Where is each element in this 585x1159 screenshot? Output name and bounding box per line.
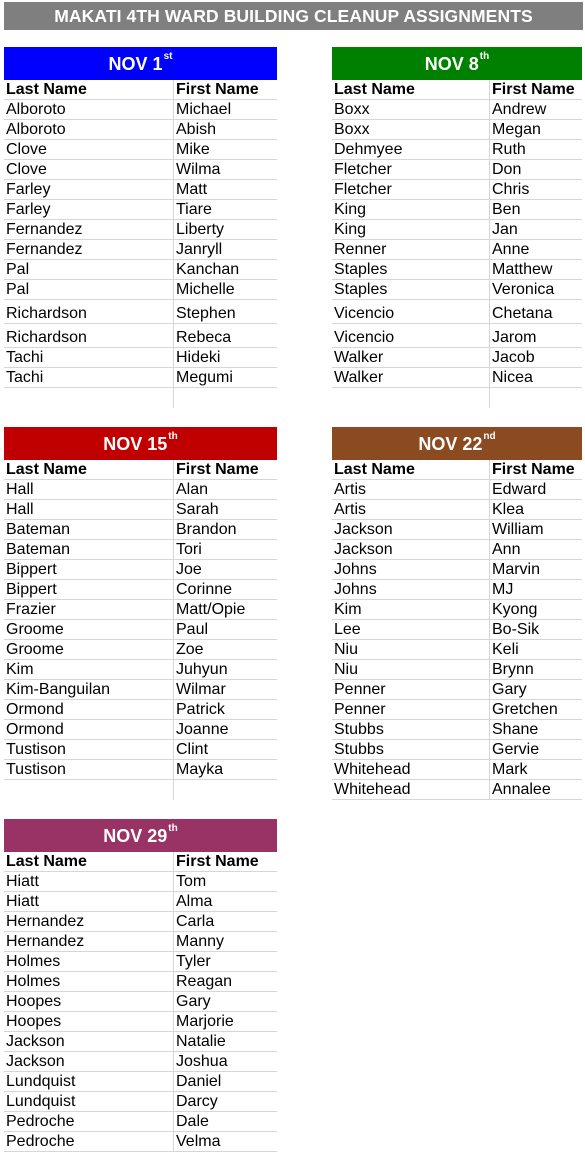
last-name-cell: Walker (334, 349, 384, 366)
table-row (332, 368, 582, 388)
last-name-cell: Hiatt (6, 873, 39, 890)
table-row (4, 1112, 277, 1132)
first-name-cell: Klea (489, 500, 582, 519)
last-name-cell: Fletcher (334, 181, 392, 198)
last-name-cell: Hiatt (6, 893, 39, 910)
first-name-cell: Nicea (489, 368, 582, 387)
table-row (332, 680, 582, 700)
table-row (4, 368, 277, 388)
date-label: NOV 8 (424, 54, 479, 74)
table-row (4, 280, 277, 300)
last-name-cell: Lundquist (6, 1093, 76, 1110)
last-name-cell: Jackson (6, 1053, 65, 1070)
first-name-cell: Hideki (173, 348, 277, 367)
last-name-cell: Lundquist (6, 1073, 76, 1090)
first-name-cell: Shane (489, 720, 582, 739)
date-header (4, 819, 277, 852)
last-name-cell: Walker (334, 369, 384, 386)
first-name-cell: Natalie (173, 1032, 277, 1051)
table-row (4, 1072, 277, 1092)
table-row (4, 1032, 277, 1052)
last-name-header: Last Name (6, 461, 87, 478)
first-name-cell: Paul (173, 620, 277, 639)
date-label: NOV 1 (108, 54, 163, 74)
schedule-block-nov8 (332, 47, 582, 408)
table-row (4, 560, 277, 580)
table-row (4, 1052, 277, 1072)
first-name-cell: Manny (173, 932, 277, 951)
date-suffix: st (163, 51, 173, 62)
table-row (332, 260, 582, 280)
table-row (4, 872, 277, 892)
first-name-cell: Mark (489, 760, 582, 779)
last-name-header: Last Name (334, 81, 415, 98)
date-label: NOV 29 (103, 826, 168, 846)
first-name-cell (173, 780, 277, 800)
first-name-cell: Clint (173, 740, 277, 759)
last-name-header: Last Name (334, 461, 415, 478)
table-row (4, 720, 277, 740)
first-name-cell: Matthew (489, 260, 582, 279)
last-name-cell: Staples (334, 281, 388, 298)
last-name-cell: Alboroto (6, 121, 66, 138)
last-name-cell: Lee (334, 621, 361, 638)
last-name-cell: Boxx (334, 101, 370, 118)
table-row (4, 600, 277, 620)
last-name-cell: Hall (6, 501, 34, 518)
table-row (4, 740, 277, 760)
date-header (332, 47, 582, 80)
table-row (332, 620, 582, 640)
first-name-cell: Marvin (489, 560, 582, 579)
table-row (332, 660, 582, 680)
first-name-cell: Mayka (173, 760, 277, 779)
first-name-cell: Wilmar (173, 680, 277, 699)
last-name-cell (4, 388, 173, 408)
last-name-cell: Clove (6, 161, 47, 178)
table-row (4, 120, 277, 140)
first-name-cell (173, 388, 277, 408)
last-name-cell: Jackson (334, 541, 393, 558)
first-name-cell: Patrick (173, 700, 277, 719)
table-row (332, 324, 582, 348)
table-row (4, 540, 277, 560)
last-name-cell: Richardson (6, 329, 87, 346)
table-row (332, 160, 582, 180)
table-row (4, 972, 277, 992)
first-name-cell: Joanne (173, 720, 277, 739)
first-name-cell: Chetana (489, 300, 582, 323)
first-name-cell: Daniel (173, 1072, 277, 1091)
last-name-cell: Pal (6, 261, 30, 278)
last-name-cell: Bateman (6, 541, 71, 558)
date-label: NOV 15 (103, 434, 168, 454)
last-name-cell: Artis (334, 481, 366, 498)
date-suffix: nd (483, 431, 496, 442)
first-name-cell: Joshua (173, 1052, 277, 1071)
first-name-cell: Carla (173, 912, 277, 931)
last-name-cell: Kim (6, 661, 34, 678)
table-row (4, 388, 277, 408)
table-row (4, 680, 277, 700)
first-name-cell: Bo-Sik (489, 620, 582, 639)
last-name-cell (4, 780, 173, 800)
table-row (4, 640, 277, 660)
first-name-cell: Don (489, 160, 582, 179)
last-name-cell: Vicencio (334, 329, 395, 346)
table-row (332, 580, 582, 600)
last-name-cell: Whitehead (334, 781, 411, 798)
first-name-cell: William (489, 520, 582, 539)
table-row (4, 892, 277, 912)
first-name-cell: Corinne (173, 580, 277, 599)
first-name-cell: Velma (173, 1132, 277, 1151)
first-name-cell: Ann (489, 540, 582, 559)
date-suffix: th (479, 51, 490, 62)
last-name-cell: Bippert (6, 561, 57, 578)
table-row (4, 200, 277, 220)
table-row (4, 1132, 277, 1152)
last-name-cell: Jackson (334, 521, 393, 538)
first-name-header: First Name (489, 80, 582, 99)
first-name-cell: Abish (173, 120, 277, 139)
schedule-block-nov22 (332, 427, 582, 800)
page-title: MAKATI 4TH WARD BUILDING CLEANUP ASSIGNMENTS (4, 2, 583, 30)
first-name-cell: Tyler (173, 952, 277, 971)
last-name-cell: Frazier (6, 601, 56, 618)
last-name-cell: Bippert (6, 581, 57, 598)
first-name-cell: Annalee (489, 780, 582, 799)
last-name-cell: Richardson (6, 305, 87, 322)
table-row (4, 240, 277, 260)
first-name-cell: Dale (173, 1112, 277, 1131)
last-name-cell: Pedroche (6, 1133, 75, 1150)
first-name-cell: Matt (173, 180, 277, 199)
table-row (4, 180, 277, 200)
table-row (332, 500, 582, 520)
last-name-cell: Holmes (6, 973, 61, 990)
first-name-cell: Marjorie (173, 1012, 277, 1031)
first-name-cell: Tiare (173, 200, 277, 219)
first-name-cell: Liberty (173, 220, 277, 239)
last-name-cell: Tustison (6, 741, 66, 758)
table-row (4, 140, 277, 160)
first-name-cell: Brandon (173, 520, 277, 539)
last-name-cell: Ormond (6, 701, 64, 718)
last-name-cell: Whitehead (334, 761, 411, 778)
last-name-cell (332, 388, 489, 408)
first-name-cell: Megumi (173, 368, 277, 387)
first-name-cell (489, 388, 582, 408)
last-name-cell: Ormond (6, 721, 64, 738)
first-name-cell: Joe (173, 560, 277, 579)
table-row (332, 720, 582, 740)
first-name-cell: Alma (173, 892, 277, 911)
table-row (332, 388, 582, 408)
table-row (4, 300, 277, 324)
first-name-cell: Ruth (489, 140, 582, 159)
last-name-cell: Stubbs (334, 721, 384, 738)
first-name-cell: Gary (489, 680, 582, 699)
last-name-cell: Tachi (6, 369, 44, 386)
last-name-cell: Farley (6, 181, 51, 198)
last-name-cell: King (334, 221, 367, 238)
table-row (4, 992, 277, 1012)
last-name-cell: Hoopes (6, 1013, 62, 1030)
table-row (332, 780, 582, 800)
first-name-cell: Jarom (489, 324, 582, 347)
last-name-cell: Johns (334, 561, 377, 578)
last-name-cell: Jackson (6, 1033, 65, 1050)
table-row (332, 120, 582, 140)
table-row (332, 100, 582, 120)
last-name-cell: Penner (334, 681, 386, 698)
table-row (4, 620, 277, 640)
last-name-cell: Stubbs (334, 741, 384, 758)
last-name-cell: Staples (334, 261, 388, 278)
first-name-cell: Matt/Opie (173, 600, 277, 619)
first-name-cell: Megan (489, 120, 582, 139)
date-header (4, 427, 277, 460)
table-row (4, 100, 277, 120)
table-row (332, 220, 582, 240)
date-suffix: th (168, 431, 178, 442)
first-name-cell: Jacob (489, 348, 582, 367)
table-row (4, 220, 277, 240)
date-header (4, 47, 277, 80)
first-name-cell: Edward (489, 480, 582, 499)
last-name-cell: Pal (6, 281, 30, 298)
first-name-cell: Gary (173, 992, 277, 1011)
last-name-header: Last Name (6, 853, 87, 870)
column-header-row (4, 852, 277, 872)
first-name-cell: Reagan (173, 972, 277, 991)
table-row (332, 640, 582, 660)
first-name-cell: Kanchan (173, 260, 277, 279)
table-row (4, 780, 277, 800)
table-row (4, 700, 277, 720)
first-name-cell: Janryll (173, 240, 277, 259)
first-name-cell: Stephen (173, 300, 277, 323)
last-name-cell: Holmes (6, 953, 61, 970)
first-name-cell: Wilma (173, 160, 277, 179)
first-name-cell: Andrew (489, 100, 582, 119)
first-name-cell: Darcy (173, 1092, 277, 1111)
first-name-cell: Michael (173, 100, 277, 119)
last-name-cell: Fletcher (334, 161, 392, 178)
last-name-cell: Tustison (6, 761, 66, 778)
first-name-cell: Tori (173, 540, 277, 559)
table-row (332, 760, 582, 780)
first-name-cell: Sarah (173, 500, 277, 519)
last-name-cell: Groome (6, 621, 64, 638)
last-name-cell: Penner (334, 701, 386, 718)
last-name-cell: Niu (334, 661, 359, 678)
first-name-cell: Gervie (489, 740, 582, 759)
first-name-cell: Chris (489, 180, 582, 199)
table-row (332, 600, 582, 620)
first-name-cell: Keli (489, 640, 582, 659)
last-name-cell: Pedroche (6, 1113, 75, 1130)
table-row (332, 480, 582, 500)
last-name-cell: Johns (334, 581, 377, 598)
table-row (4, 480, 277, 500)
table-row (332, 520, 582, 540)
last-name-cell: Hall (6, 481, 34, 498)
first-name-header: First Name (173, 460, 277, 479)
table-row (4, 1012, 277, 1032)
date-header (332, 427, 582, 460)
first-name-cell: Michelle (173, 280, 277, 299)
date-suffix: th (168, 823, 178, 834)
last-name-cell: Hernandez (6, 933, 85, 950)
first-name-cell: Tom (173, 872, 277, 891)
table-row (332, 740, 582, 760)
first-name-cell: Alan (173, 480, 277, 499)
table-row (332, 180, 582, 200)
table-row (4, 500, 277, 520)
last-name-cell: Niu (334, 641, 359, 658)
last-name-cell: Vicencio (334, 305, 395, 322)
table-row (4, 932, 277, 952)
last-name-cell: Groome (6, 641, 64, 658)
last-name-cell: Bateman (6, 521, 71, 538)
first-name-cell: Brynn (489, 660, 582, 679)
first-name-header: First Name (173, 80, 277, 99)
last-name-cell: King (334, 201, 367, 218)
first-name-cell: Veronica (489, 280, 582, 299)
column-header-row (332, 460, 582, 480)
last-name-cell: Farley (6, 201, 51, 218)
table-row (332, 140, 582, 160)
first-name-cell: Anne (489, 240, 582, 259)
table-row (332, 348, 582, 368)
date-label: NOV 22 (418, 434, 483, 454)
table-row (332, 280, 582, 300)
first-name-header: First Name (489, 460, 582, 479)
first-name-cell: MJ (489, 580, 582, 599)
table-row (332, 540, 582, 560)
schedule-block-nov29 (4, 819, 277, 1152)
first-name-cell: Gretchen (489, 700, 582, 719)
table-row (4, 952, 277, 972)
table-row (332, 700, 582, 720)
first-name-cell: Zoe (173, 640, 277, 659)
table-row (4, 660, 277, 680)
table-row (4, 348, 277, 368)
table-row (4, 520, 277, 540)
last-name-cell: Tachi (6, 349, 44, 366)
table-row (4, 580, 277, 600)
column-header-row (4, 80, 277, 100)
first-name-header: First Name (173, 852, 277, 871)
last-name-cell: Hoopes (6, 993, 62, 1010)
last-name-cell: Boxx (334, 121, 370, 138)
first-name-cell: Mike (173, 140, 277, 159)
column-header-row (4, 460, 277, 480)
first-name-cell: Rebeca (173, 324, 277, 347)
table-row (4, 160, 277, 180)
first-name-cell: Kyong (489, 600, 582, 619)
table-row (4, 760, 277, 780)
last-name-cell: Clove (6, 141, 47, 158)
last-name-cell: Fernandez (6, 221, 83, 238)
last-name-header: Last Name (6, 81, 87, 98)
table-row (4, 1092, 277, 1112)
table-row (4, 324, 277, 348)
last-name-cell: Fernandez (6, 241, 83, 258)
table-row (4, 260, 277, 280)
first-name-cell: Jan (489, 220, 582, 239)
last-name-cell: Artis (334, 501, 366, 518)
table-row (332, 560, 582, 580)
last-name-cell: Alboroto (6, 101, 66, 118)
first-name-cell: Juhyun (173, 660, 277, 679)
schedule-block-nov15 (4, 427, 277, 800)
last-name-cell: Dehmyee (334, 141, 403, 158)
last-name-cell: Kim (334, 601, 362, 618)
schedule-block-nov1 (4, 47, 277, 408)
table-row (332, 200, 582, 220)
last-name-cell: Hernandez (6, 913, 85, 930)
first-name-cell: Ben (489, 200, 582, 219)
last-name-cell: Renner (334, 241, 387, 258)
table-row (332, 300, 582, 324)
table-row (332, 240, 582, 260)
table-row (4, 912, 277, 932)
last-name-cell: Kim-Banguilan (6, 681, 111, 698)
column-header-row (332, 80, 582, 100)
